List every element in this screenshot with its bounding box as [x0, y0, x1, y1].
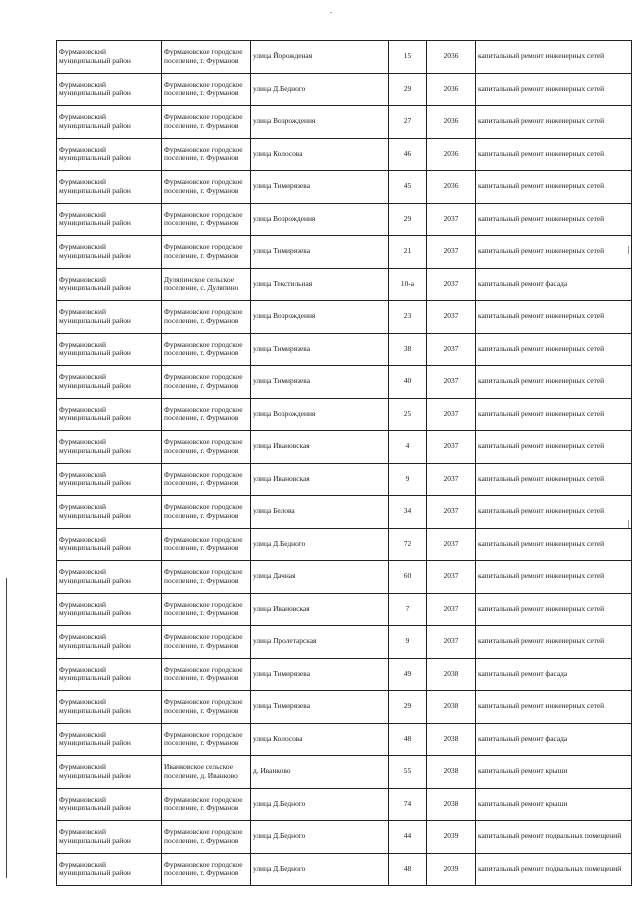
cell-district: Фурмановский муниципальный район: [57, 301, 162, 334]
cell-number: 4: [389, 431, 427, 464]
table-row: [57, 821, 632, 854]
cell-number: 45: [389, 171, 427, 204]
cell-work: капитальный ремонт инженерных сетей: [476, 301, 632, 334]
cell-number: 9: [389, 463, 427, 496]
cell-work: капитальный ремонт крыши: [476, 756, 632, 789]
cell-number: 72: [389, 528, 427, 561]
table-row: [57, 593, 632, 626]
cell-settlement: Фурмановское городское поселение, г. Фурманов: [162, 788, 251, 821]
table-row: [57, 73, 632, 106]
table-row: [57, 756, 632, 789]
cell-year: 2039: [427, 853, 476, 886]
table-row: [57, 171, 632, 204]
cell-year: 2036: [427, 106, 476, 139]
cell-district: Фурмановский муниципальный район: [57, 853, 162, 886]
cell-work: капитальный ремонт инженерных сетей: [476, 496, 632, 529]
cell-street: улица Возрождения: [251, 301, 389, 334]
table-row: [57, 333, 632, 366]
cell-settlement: Фурмановское городское поселение, г. Фурманов: [162, 203, 251, 236]
cell-district: Фурмановский муниципальный район: [57, 106, 162, 139]
cell-work: капитальный ремонт инженерных сетей: [476, 561, 632, 594]
cell-settlement: Фурмановское городское поселение, г. Фурманов: [162, 496, 251, 529]
cell-settlement: Фурмановское городское поселение, г. Фурманов: [162, 398, 251, 431]
cell-number: 29: [389, 691, 427, 724]
cell-number: 29: [389, 203, 427, 236]
cell-district: Фурмановский муниципальный район: [57, 691, 162, 724]
cell-number: 74: [389, 788, 427, 821]
cell-year: 2037: [427, 366, 476, 399]
cell-district: Фурмановский муниципальный район: [57, 658, 162, 691]
binding-margin-line: [6, 578, 7, 878]
cell-number: 27: [389, 106, 427, 139]
cell-district: Фурмановский муниципальный район: [57, 626, 162, 659]
cell-number: 55: [389, 756, 427, 789]
cell-settlement: Иванковское сельское поселение, д. Иванково: [162, 756, 251, 789]
cell-year: 2037: [427, 561, 476, 594]
table-row: [57, 463, 632, 496]
cell-work: капитальный ремонт инженерных сетей: [476, 106, 632, 139]
cell-year: 2039: [427, 821, 476, 854]
cell-street: улица Колосова: [251, 138, 389, 171]
cell-number: 44: [389, 821, 427, 854]
cell-street: улица Тимирязева: [251, 366, 389, 399]
cell-district: Фурмановский муниципальный район: [57, 171, 162, 204]
cell-work: капитальный ремонт инженерных сетей: [476, 73, 632, 106]
cell-street: улица Белова: [251, 496, 389, 529]
cell-work: капитальный ремонт фасада: [476, 723, 632, 756]
cell-year: 2037: [427, 333, 476, 366]
cell-settlement: Фурмановское городское поселение, г. Фурманов: [162, 73, 251, 106]
cell-year: 2037: [427, 301, 476, 334]
cell-street: улица Д.Бедного: [251, 821, 389, 854]
cell-street: улица Дачная: [251, 561, 389, 594]
cell-district: Фурмановский муниципальный район: [57, 41, 162, 74]
repair-schedule-table: [56, 40, 632, 886]
cell-year: 2037: [427, 593, 476, 626]
cell-number: 34: [389, 496, 427, 529]
cell-district: Фурмановский муниципальный район: [57, 333, 162, 366]
cell-work: капитальный ремонт фасада: [476, 268, 632, 301]
cell-settlement: Дуляпинское сельское поселение, с. Дуляпино: [162, 268, 251, 301]
table-row: [57, 431, 632, 464]
cell-work: капитальный ремонт инженерных сетей: [476, 463, 632, 496]
cell-settlement: Фурмановское городское поселение, г. Фурманов: [162, 301, 251, 334]
cell-settlement: Фурмановское городское поселение, г. Фурманов: [162, 723, 251, 756]
table-row: [57, 138, 632, 171]
cell-year: 2037: [427, 528, 476, 561]
cell-year: 2037: [427, 463, 476, 496]
cell-district: Фурмановский муниципальный район: [57, 138, 162, 171]
cell-district: Фурмановский муниципальный район: [57, 236, 162, 269]
cell-number: 29: [389, 73, 427, 106]
table-row: [57, 236, 632, 269]
cell-district: Фурмановский муниципальный район: [57, 561, 162, 594]
cell-settlement: Фурмановское городское поселение, г. Фурманов: [162, 431, 251, 464]
cell-year: 2038: [427, 788, 476, 821]
cell-street: улица Пролетарская: [251, 626, 389, 659]
cell-district: Фурмановский муниципальный район: [57, 528, 162, 561]
cell-number: 23: [389, 301, 427, 334]
cell-number: 38: [389, 333, 427, 366]
cell-settlement: Фурмановское городское поселение, г. Фурманов: [162, 626, 251, 659]
cell-number: 10-а: [389, 268, 427, 301]
cell-street: д. Иванково: [251, 756, 389, 789]
cell-district: Фурмановский муниципальный район: [57, 788, 162, 821]
table-row: [57, 398, 632, 431]
cell-work: капитальный ремонт инженерных сетей: [476, 626, 632, 659]
cell-work: капитальный ремонт инженерных сетей: [476, 236, 632, 269]
table-row: [57, 106, 632, 139]
table-row: [57, 723, 632, 756]
cell-year: 2038: [427, 756, 476, 789]
cell-district: Фурмановский муниципальный район: [57, 73, 162, 106]
cell-year: 2037: [427, 496, 476, 529]
cell-district: Фурмановский муниципальный район: [57, 821, 162, 854]
cell-district: Фурмановский муниципальный район: [57, 366, 162, 399]
cell-street: улица Ивановская: [251, 593, 389, 626]
cell-street: улица Д.Бедного: [251, 73, 389, 106]
cell-number: 46: [389, 138, 427, 171]
cell-work: капитальный ремонт инженерных сетей: [476, 691, 632, 724]
cell-work: капитальный ремонт инженерных сетей: [476, 333, 632, 366]
cell-work: капитальный ремонт инженерных сетей: [476, 398, 632, 431]
cell-street: улица Возрождения: [251, 106, 389, 139]
cell-work: капитальный ремонт фасада: [476, 658, 632, 691]
table-row: [57, 691, 632, 724]
table-row: [57, 268, 632, 301]
table-row: [57, 528, 632, 561]
cell-street: улица Д.Бедного: [251, 788, 389, 821]
cell-settlement: Фурмановское городское поселение, г. Фурманов: [162, 853, 251, 886]
cell-year: 2036: [427, 171, 476, 204]
cell-district: Фурмановский муниципальный район: [57, 723, 162, 756]
cell-year: 2038: [427, 658, 476, 691]
cell-street: улица Тимирязева: [251, 658, 389, 691]
cell-settlement: Фурмановское городское поселение, г. Фурманов: [162, 138, 251, 171]
cell-work: капитальный ремонт инженерных сетей: [476, 431, 632, 464]
cell-settlement: Фурмановское городское поселение, г. Фурманов: [162, 691, 251, 724]
cell-work: капитальный ремонт инженерных сетей: [476, 528, 632, 561]
cell-street: улица Тимирязева: [251, 333, 389, 366]
cell-year: 2036: [427, 73, 476, 106]
cell-year: 2038: [427, 691, 476, 724]
cell-year: 2037: [427, 398, 476, 431]
table-row: [57, 561, 632, 594]
table-row: [57, 658, 632, 691]
cell-year: 2037: [427, 431, 476, 464]
cell-street: улица Возрождения: [251, 398, 389, 431]
cell-street: улица Тимирязева: [251, 171, 389, 204]
cell-street: улица Ивановская: [251, 431, 389, 464]
cell-work: капитальный ремонт подвальных помещений: [476, 821, 632, 854]
table-row: [57, 626, 632, 659]
cell-district: Фурмановский муниципальный район: [57, 463, 162, 496]
table-row: [57, 496, 632, 529]
cell-settlement: Фурмановское городское поселение, г. Фурманов: [162, 821, 251, 854]
page-mark: -: [330, 8, 333, 16]
cell-number: 40: [389, 366, 427, 399]
cell-district: Фурмановский муниципальный район: [57, 431, 162, 464]
cell-number: 21: [389, 236, 427, 269]
cell-number: 48: [389, 853, 427, 886]
cell-district: Фурмановский муниципальный район: [57, 398, 162, 431]
cell-number: 9: [389, 626, 427, 659]
cell-street: улица Д.Бедного: [251, 853, 389, 886]
cell-settlement: Фурмановское городское поселение, г. Фурманов: [162, 41, 251, 74]
cell-settlement: Фурмановское городское поселение, г. Фурманов: [162, 171, 251, 204]
cell-work: капитальный ремонт инженерных сетей: [476, 593, 632, 626]
cell-settlement: Фурмановское городское поселение, г. Фурманов: [162, 236, 251, 269]
table-row: [57, 203, 632, 236]
cell-settlement: Фурмановское городское поселение, г. Фурманов: [162, 593, 251, 626]
cell-work: капитальный ремонт инженерных сетей: [476, 203, 632, 236]
table-row: [57, 366, 632, 399]
table-row: [57, 301, 632, 334]
cell-street: улица Д.Бедного: [251, 528, 389, 561]
cell-work: капитальный ремонт инженерных сетей: [476, 366, 632, 399]
cell-settlement: Фурмановское городское поселение, г. Фурманов: [162, 106, 251, 139]
cell-settlement: Фурмановское городское поселение, г. Фурманов: [162, 528, 251, 561]
cell-year: 2037: [427, 268, 476, 301]
cell-number: 49: [389, 658, 427, 691]
cell-work: капитальный ремонт инженерных сетей: [476, 138, 632, 171]
cell-work: капитальный ремонт крыши: [476, 788, 632, 821]
cell-settlement: Фурмановское городское поселение, г. Фурманов: [162, 333, 251, 366]
cell-year: 2037: [427, 203, 476, 236]
cell-year: 2037: [427, 236, 476, 269]
cell-street: улица Йорожденая: [251, 41, 389, 74]
cell-street: улица Ивановская: [251, 463, 389, 496]
cell-number: 15: [389, 41, 427, 74]
cell-number: 25: [389, 398, 427, 431]
cell-settlement: Фурмановское городское поселение, г. Фурманов: [162, 366, 251, 399]
cell-district: Фурмановский муниципальный район: [57, 496, 162, 529]
cell-number: 48: [389, 723, 427, 756]
cell-settlement: Фурмановское городское поселение, г. Фурманов: [162, 463, 251, 496]
cell-district: Фурмановский муниципальный район: [57, 756, 162, 789]
table-row: [57, 788, 632, 821]
cell-work: капитальный ремонт инженерных сетей: [476, 41, 632, 74]
cell-year: 2038: [427, 723, 476, 756]
cell-work: капитальный ремонт подвальных помещений: [476, 853, 632, 886]
cell-street: улица Колосова: [251, 723, 389, 756]
cell-number: 7: [389, 593, 427, 626]
cell-number: 60: [389, 561, 427, 594]
cell-year: 2037: [427, 626, 476, 659]
cell-street: улица Тимирязева: [251, 691, 389, 724]
table-body: [57, 41, 632, 886]
table-row: [57, 853, 632, 886]
cell-district: Фурмановский муниципальный район: [57, 268, 162, 301]
cell-district: Фурмановский муниципальный район: [57, 593, 162, 626]
cell-street: улица Тимирязева: [251, 236, 389, 269]
cell-work: капитальный ремонт инженерных сетей: [476, 171, 632, 204]
cell-settlement: Фурмановское городское поселение, г. Фурманов: [162, 561, 251, 594]
cell-district: Фурмановский муниципальный район: [57, 203, 162, 236]
cell-settlement: Фурмановское городское поселение, г. Фурманов: [162, 658, 251, 691]
cell-street: улица Возрождения: [251, 203, 389, 236]
cell-year: 2036: [427, 138, 476, 171]
cell-year: 2036: [427, 41, 476, 74]
cell-street: улица Текстильная: [251, 268, 389, 301]
table-row: [57, 41, 632, 74]
